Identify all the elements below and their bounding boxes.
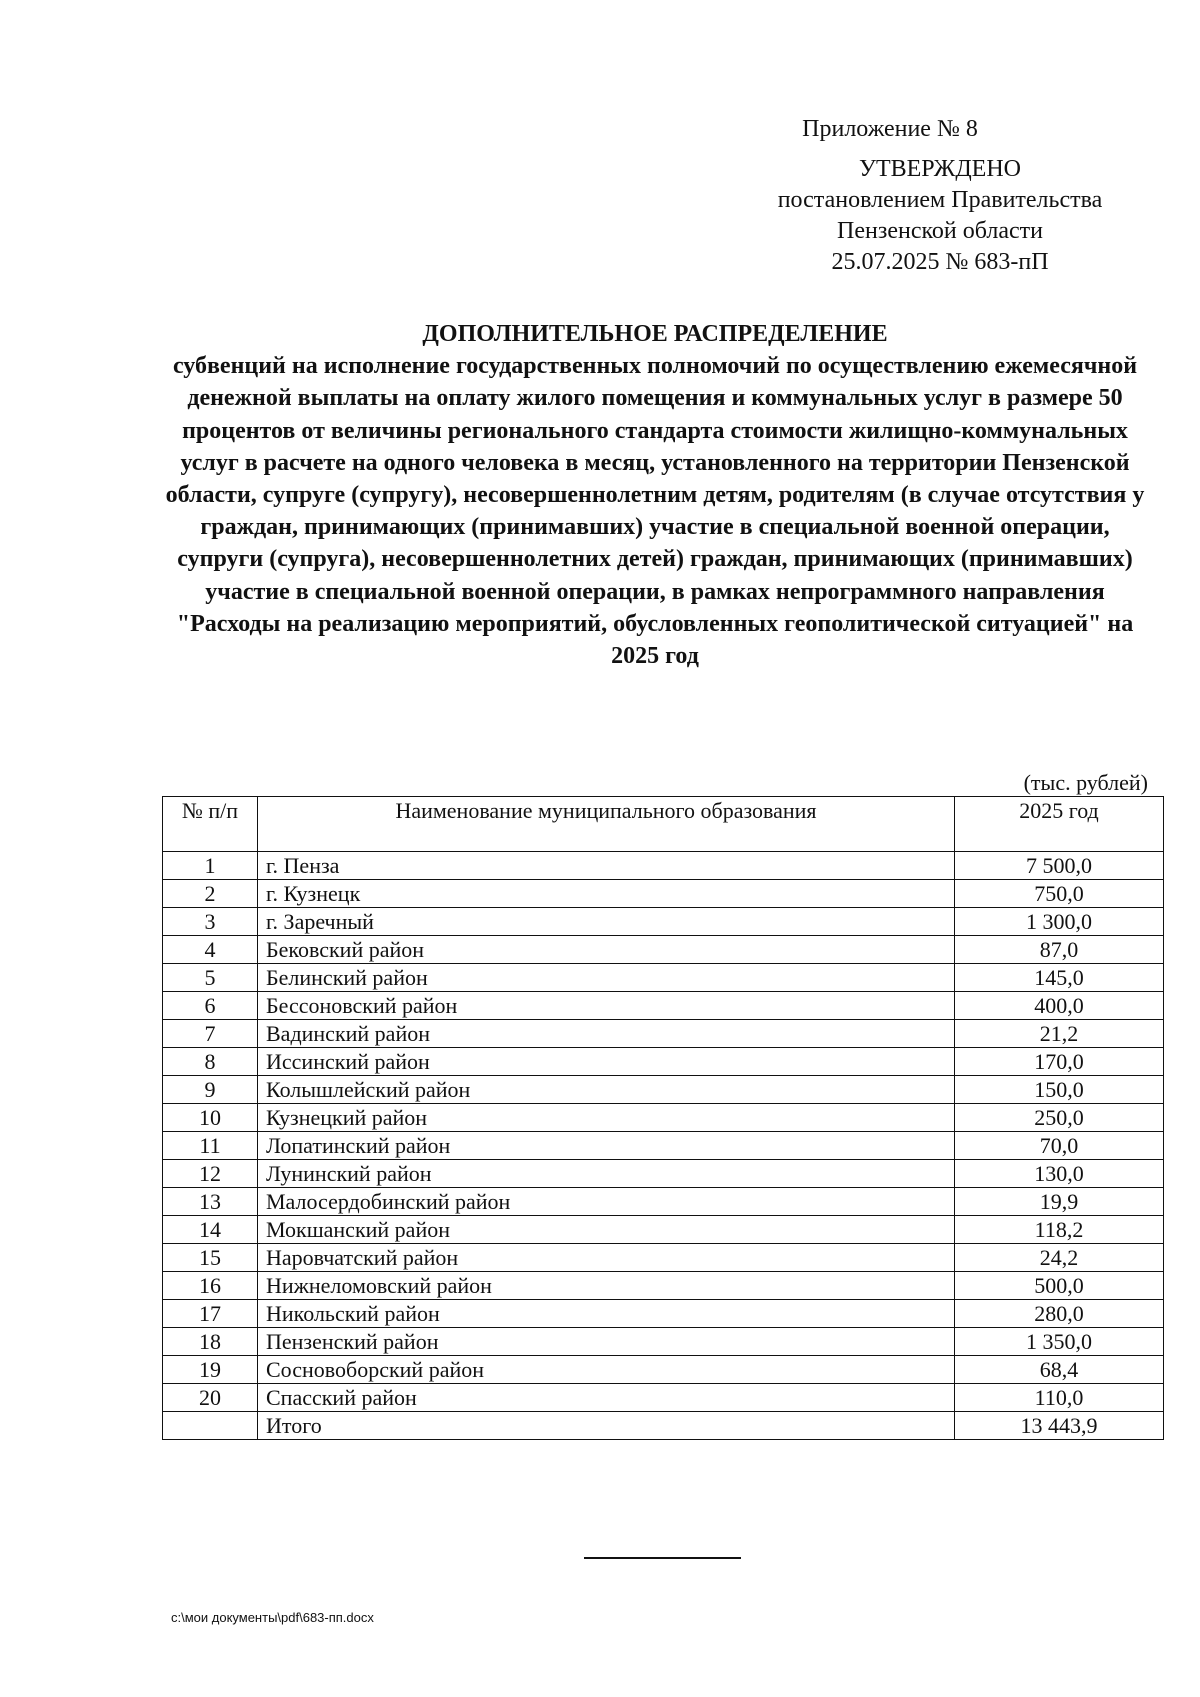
row-municipality: Спасский район: [258, 1384, 955, 1412]
table-row: [163, 1104, 1164, 1132]
row-number: 19: [163, 1356, 258, 1384]
table-row: [163, 1020, 1164, 1048]
row-number: 9: [163, 1076, 258, 1104]
row-municipality: Лунинский район: [258, 1160, 955, 1188]
table-row: [163, 1216, 1164, 1244]
table-total-row: [163, 1412, 1164, 1440]
approved-region-line: Пензенской области: [837, 218, 1043, 244]
row-municipality: Пензенский район: [258, 1328, 955, 1356]
row-number: 11: [163, 1132, 258, 1160]
approval-block: [740, 114, 1140, 278]
table-row: [163, 964, 1164, 992]
row-amount: 1 350,0: [955, 1328, 1164, 1356]
row-number: 12: [163, 1160, 258, 1188]
row-amount: 400,0: [955, 992, 1164, 1020]
distribution-table: [162, 796, 1164, 1440]
row-amount: 19,9: [955, 1188, 1164, 1216]
document-heading: [155, 318, 1155, 672]
header-year: 2025 год: [955, 797, 1164, 852]
approved-stamp: УТВЕРЖДЕНО: [858, 156, 1022, 182]
table-row: [163, 1132, 1164, 1160]
row-municipality: Бессоновский район: [258, 992, 955, 1020]
row-amount: 170,0: [955, 1048, 1164, 1076]
row-amount: 70,0: [955, 1132, 1164, 1160]
table-row: [163, 852, 1164, 880]
footer-file-path: c:\мои документы\pdf\683-пп.docx: [171, 1610, 374, 1625]
table-row: [163, 992, 1164, 1020]
units-note: (тыс. рублей): [1023, 770, 1148, 795]
row-amount: 24,2: [955, 1244, 1164, 1272]
row-municipality: г. Пенза: [258, 852, 955, 880]
row-municipality: Сосновоборский район: [258, 1356, 955, 1384]
row-amount: 280,0: [955, 1300, 1164, 1328]
row-amount: 150,0: [955, 1076, 1164, 1104]
row-number: 7: [163, 1020, 258, 1048]
row-number: 4: [163, 936, 258, 964]
row-number: 10: [163, 1104, 258, 1132]
row-amount: 110,0: [955, 1384, 1164, 1412]
row-municipality: г. Кузнецк: [258, 880, 955, 908]
row-municipality: Колышлейский район: [258, 1076, 955, 1104]
total-label: Итого: [258, 1412, 955, 1440]
table-row: [163, 880, 1164, 908]
row-number: 13: [163, 1188, 258, 1216]
row-municipality: Никольский район: [258, 1300, 955, 1328]
table-row: [163, 908, 1164, 936]
table-row: [163, 1328, 1164, 1356]
row-municipality: г. Заречный: [258, 908, 955, 936]
row-number: 18: [163, 1328, 258, 1356]
row-number: 6: [163, 992, 258, 1020]
row-municipality: Белинский район: [258, 964, 955, 992]
row-amount: 118,2: [955, 1216, 1164, 1244]
header-municipality: Наименование муниципального образования: [258, 797, 955, 852]
end-separator-line: [584, 1557, 741, 1559]
table-row: [163, 1048, 1164, 1076]
row-number: 1: [163, 852, 258, 880]
total-number: [163, 1412, 258, 1440]
table-row: [163, 1188, 1164, 1216]
approved-by-line: постановлением Правительства: [777, 187, 1103, 213]
decree-date-number: 25.07.2025 № 683-пП: [831, 249, 1049, 275]
row-amount: 1 300,0: [955, 908, 1164, 936]
table-row: [163, 1076, 1164, 1104]
row-number: 8: [163, 1048, 258, 1076]
row-number: 16: [163, 1272, 258, 1300]
row-amount: 250,0: [955, 1104, 1164, 1132]
table-header-row: [163, 797, 1164, 852]
row-municipality: Кузнецкий район: [258, 1104, 955, 1132]
row-amount: 68,4: [955, 1356, 1164, 1384]
row-municipality: Вадинский район: [258, 1020, 955, 1048]
row-amount: 7 500,0: [955, 852, 1164, 880]
row-number: 20: [163, 1384, 258, 1412]
row-municipality: Бековский район: [258, 936, 955, 964]
row-municipality: Нижнеломовский район: [258, 1272, 955, 1300]
table-row: [163, 1272, 1164, 1300]
header-number: № п/п: [163, 797, 258, 852]
row-number: 15: [163, 1244, 258, 1272]
document-subtitle: субвенций на исполнение государственных полномочий по осуществлению ежемесячной денежной выплаты на оплату жилого помещения и коммунальных услуг в размере 50 процентов от величины регионального стандарта стоимости жилищно-коммунальных услуг в расчете на одного человека в месяц, установленного на территории Пензенской области, супруге (супругу), несовершеннолетним детям, родителям (в случае отсутствия у граждан, принимающих (принимавших) участие в специальной военной операции, супруги (супруга), несовершеннолетних детей) граждан, принимающих (принимавших) участие в специальной военной операции, в рамках непрограммного направления "Расходы на реализацию мероприятий, обусловленных геополитической ситуацией" на 2025 год: [165, 353, 1145, 670]
row-number: 3: [163, 908, 258, 936]
row-amount: 130,0: [955, 1160, 1164, 1188]
row-amount: 21,2: [955, 1020, 1164, 1048]
row-number: 17: [163, 1300, 258, 1328]
row-number: 2: [163, 880, 258, 908]
row-number: 14: [163, 1216, 258, 1244]
document-title: ДОПОЛНИТЕЛЬНОЕ РАСПРЕДЕЛЕНИЕ: [422, 321, 888, 347]
table-row: [163, 1356, 1164, 1384]
row-municipality: Иссинский район: [258, 1048, 955, 1076]
table-body: [163, 852, 1164, 1440]
row-amount: 750,0: [955, 880, 1164, 908]
table-row: [163, 1160, 1164, 1188]
row-municipality: Наровчатский район: [258, 1244, 955, 1272]
row-amount: 500,0: [955, 1272, 1164, 1300]
row-amount: 87,0: [955, 936, 1164, 964]
table-row: [163, 936, 1164, 964]
table-row: [163, 1384, 1164, 1412]
row-municipality: Лопатинский район: [258, 1132, 955, 1160]
row-municipality: Мокшанский район: [258, 1216, 955, 1244]
row-amount: 145,0: [955, 964, 1164, 992]
row-municipality: Малосердобинский район: [258, 1188, 955, 1216]
table-row: [163, 1300, 1164, 1328]
row-number: 5: [163, 964, 258, 992]
total-amount: 13 443,9: [955, 1412, 1164, 1440]
table-row: [163, 1244, 1164, 1272]
appendix-number: Приложение № 8: [802, 116, 978, 142]
